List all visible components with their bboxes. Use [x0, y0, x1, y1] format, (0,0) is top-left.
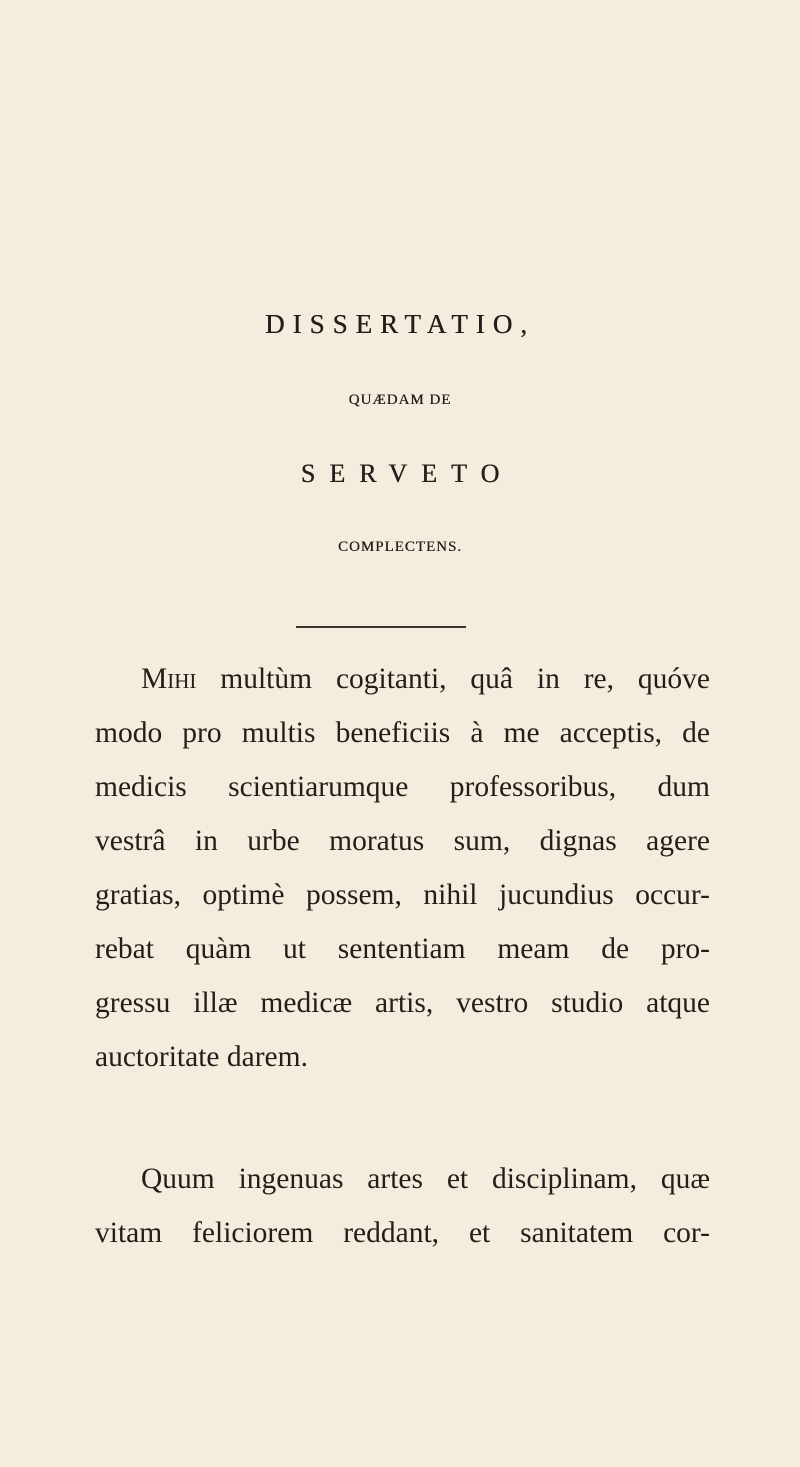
text-line: vestrâ in urbe moratus sum, dignas agere — [95, 825, 710, 857]
text-line: vitam feliciorem reddant, et sanitatem cor- — [95, 1217, 710, 1249]
text-line: auctoritate darem. — [95, 1041, 308, 1073]
text-line: gratias, optimè possem, nihil jucundius occur- — [95, 879, 710, 911]
page-title: DISSERTATIO, — [265, 309, 535, 339]
text-line-content: multùm cogitanti, quâ in re, quóve — [196, 663, 710, 695]
text-line: medicis scientiarumque professoribus, dum — [95, 771, 710, 803]
text-line: modo pro multis beneficiis à me acceptis, de — [95, 717, 710, 749]
subject-name: SERVETO — [300, 459, 514, 488]
lead-word: Mihi — [141, 663, 197, 695]
section-divider — [296, 626, 466, 628]
text-line: rebat quàm ut sententiam meam de pro- — [95, 933, 710, 965]
paragraph-2 — [95, 1152, 710, 1260]
text-line: gressu illæ medicæ artis, vestro studio atque — [95, 987, 710, 1019]
subtitle-top: QUÆDAM DE — [348, 392, 452, 408]
subtitle-bottom: COMPLECTENS. — [337, 539, 463, 555]
paragraph-1 — [95, 652, 710, 1084]
text-line: Quum ingenuas artes et disciplinam, quæ — [141, 1163, 710, 1195]
text-line — [95, 652, 710, 706]
